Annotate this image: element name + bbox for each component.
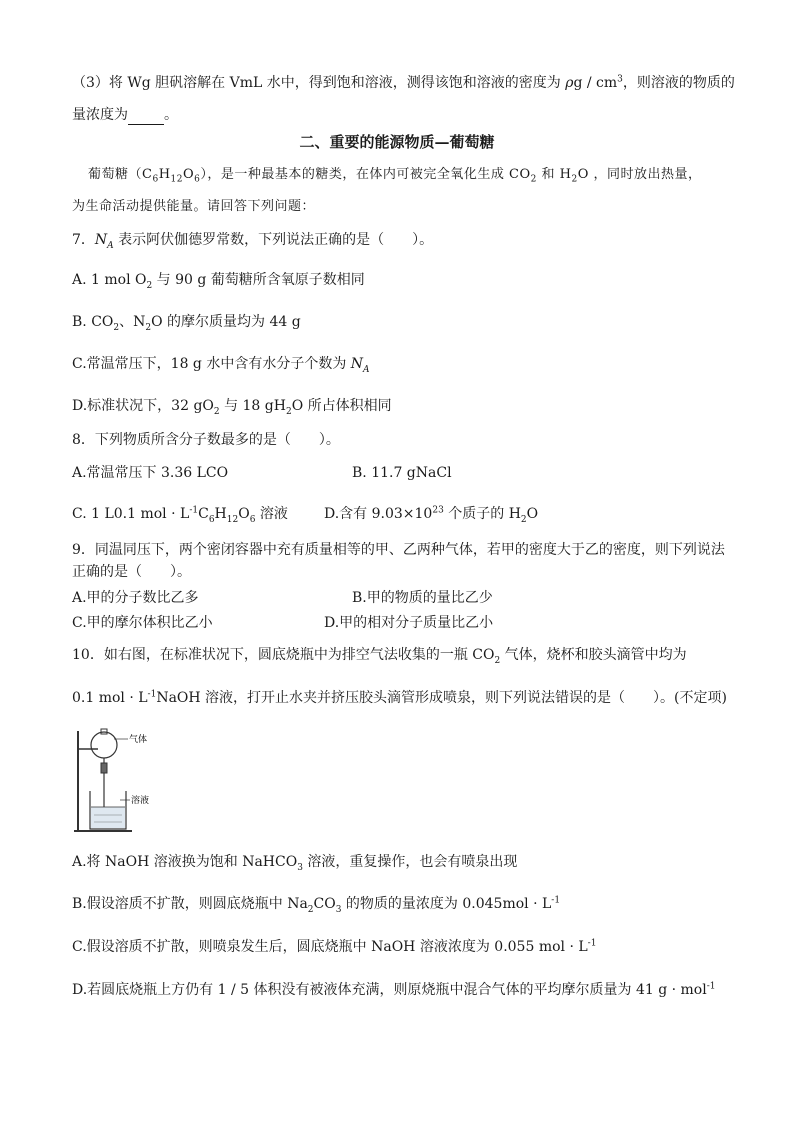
q10-option-b[interactable]: B.假设溶质不扩散，则圆底烧瓶中 $Na_2CO_3$ 的物质的量浓度为 $0.045mol \cdot L^{-1}$ — [72, 895, 561, 915]
q9-option-c[interactable]: C.甲的摩尔体积比乙小 — [72, 615, 213, 631]
q7-option-a[interactable]: A. 1 mol $O_2$ 与 90 g 葡萄糖所含氧原子数相同 — [72, 272, 365, 291]
q8-option-b[interactable]: B. 11.7 gNaCl — [352, 465, 452, 481]
solution-label: 溶液 — [131, 796, 150, 806]
q3-line-1: （3）将 Wg 胆矾溶解在 VmL 水中，得到饱和溶液，测得该饱和溶液的密度为 ρg / $cm^3$，则溶液的物质的 — [72, 74, 735, 91]
q10-stem-line-1: 10．如右图，在标准状况下，圆底烧瓶中为排空气法收集的一瓶 $CO_2$ 气体，烧杯和胶头滴管中均为 — [72, 647, 687, 666]
q8-stem: 8．下列物质所含分子数最多的是（ ）。 — [72, 432, 340, 448]
answer-blank[interactable] — [128, 110, 164, 125]
q9-stem-line-1: 9．同温同压下，两个密闭容器中充有质量相等的甲、乙两种气体，若甲的密度大于乙的密度，则下列说法 — [72, 542, 725, 558]
q10-stem-line-2: 0.1 mol · $L^{-1}NaOH$ 溶液，打开止水夹并挤压胶头滴管形成喷泉，则下列说法错误的是（ ）。(不定项) — [72, 689, 727, 706]
q9-option-b[interactable]: B.甲的物质的量比乙少 — [352, 590, 493, 606]
fountain-apparatus-figure — [72, 727, 162, 835]
section-title: 二、重要的能源物质—葡萄糖 — [299, 133, 495, 151]
intro-line-2: 为生命活动提供能量。请回答下列问题： — [72, 199, 316, 214]
q7-stem: 7．$N_A$ 表示阿伏伽德罗常数，下列说法正确的是（ ）。 — [72, 232, 434, 251]
q9-option-a[interactable]: A.甲的分子数比乙多 — [72, 590, 199, 606]
apparatus-drawing — [72, 727, 162, 835]
q3-line-2: 量浓度为 。 — [72, 107, 178, 123]
q8-option-a[interactable]: A.常温常压下 3.36 LCO — [72, 465, 229, 481]
q8-option-c[interactable]: C. 1 L0.1 mol · $L^{-1}C_6H_{12}O_6$ 溶液 — [72, 505, 288, 525]
q7-option-d[interactable]: D.标准状况下，32 $gO_2$ 与 18 $gH_2O$ 所占体积相同 — [72, 398, 392, 417]
q9-stem-line-2: 正确的是（ ）。 — [72, 564, 191, 580]
q8-option-d[interactable]: D.含有 $9.03\times 10^{23}$ 个质子的 $H_2O$ — [324, 505, 539, 525]
q9-option-d[interactable]: D.甲的相对分子质量比乙小 — [324, 615, 494, 631]
gas-label: 气体 — [129, 735, 148, 745]
q10-option-d[interactable]: D.若圆底烧瓶上方仍有 1 / 5 体积没有被液体充满，则原烧瓶中混合气体的平均摩尔质量为 41 g · mol$^{-1}$ — [72, 981, 716, 998]
q7-option-b[interactable]: B. $CO_2$、$N_2O$ 的摩尔质量均为 44 g — [72, 314, 301, 333]
q10-option-a[interactable]: A.将 NaOH 溶液换为饱和 NaHCO$_3$ 溶液，重复操作，也会有喷泉出现 — [72, 854, 518, 873]
q10-option-c[interactable]: C.假设溶质不扩散，则喷泉发生后，圆底烧瓶中 NaOH 溶液浓度为 0.055 mol · $L^{-1}$ — [72, 938, 597, 955]
q7-option-c[interactable]: C.常温常压下，18 g 水中含有水分子个数为 $N_A$ — [72, 356, 370, 375]
intro-line-1: 葡萄糖$(C_6H_{12}O_6)$，是一种最基本的糖类，在体内可被完全氧化生成 $CO_2$ 和 $H_2O$ ，同时放出热量， — [88, 167, 702, 185]
